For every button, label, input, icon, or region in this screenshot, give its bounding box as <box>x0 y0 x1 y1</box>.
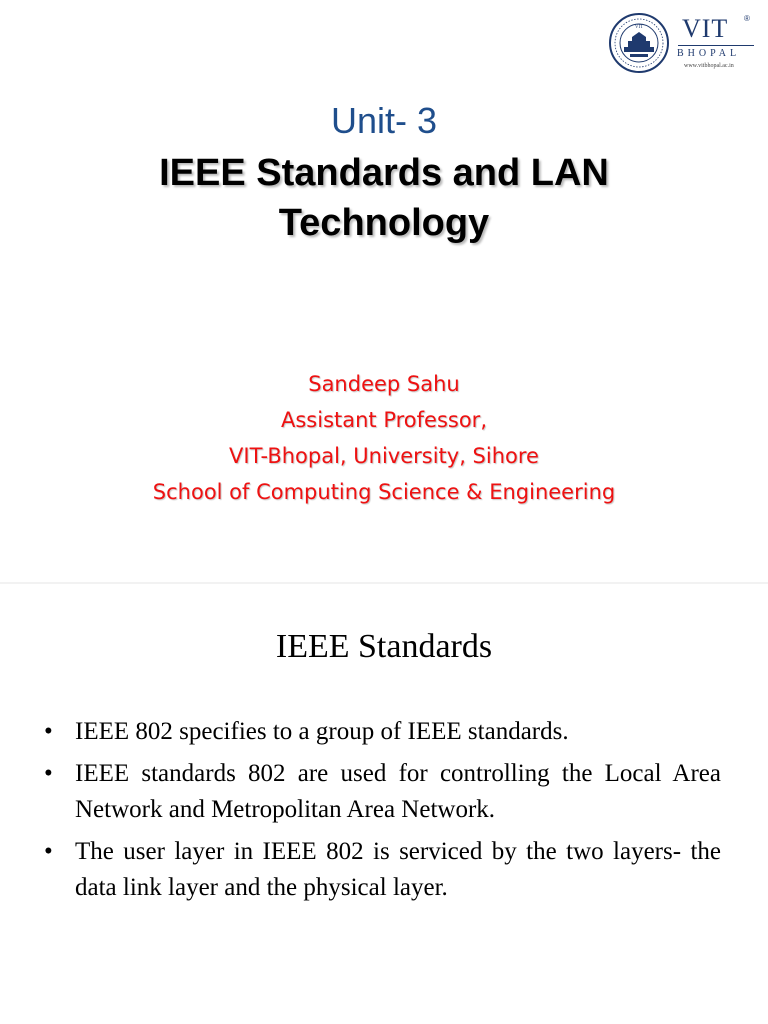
title-line: Technology <box>278 202 490 244</box>
bullet-icon: • <box>44 718 53 745</box>
author-institution: VIT-Bhopal, University, Sihore <box>229 444 539 468</box>
slide-heading: IEEE Standards <box>275 628 493 665</box>
logo-wordmark: VIT <box>682 14 729 43</box>
bullet-text: IEEE 802 specifies to a group of IEEE standards. <box>75 718 569 745</box>
bullet-icon: • <box>44 838 53 865</box>
list-item <box>44 756 721 828</box>
vit-wordmark <box>674 12 758 74</box>
author-position: Assistant Professor, <box>280 408 487 432</box>
vit-bhopal-logo <box>608 12 758 74</box>
bullet-icon: • <box>44 760 53 787</box>
author-school: School of Computing Science & Engineering <box>152 480 616 504</box>
list-item <box>44 834 721 906</box>
unit-label: Unit- 3 <box>330 100 438 141</box>
university-seal-icon <box>608 12 670 74</box>
logo-url: www.vitbhopal.ac.in <box>684 63 734 69</box>
list-item <box>44 714 721 750</box>
bullet-text: IEEE standards 802 are used for controlling the Local Area Network and Metropolitan Area Network. <box>75 760 721 823</box>
content-slide <box>0 584 768 1024</box>
author-name: Sandeep Sahu <box>308 372 460 396</box>
slide-title <box>100 148 668 248</box>
bullet-list <box>44 714 721 912</box>
bullet-text: The user layer in IEEE 802 is serviced by the two layers- the data link layer and the physical layer. <box>75 838 721 901</box>
title-line: IEEE Standards and LAN <box>159 152 609 194</box>
logo-campus: BHOPAL <box>677 48 741 59</box>
seal-text: VIT <box>634 25 644 30</box>
registered-mark: ® <box>744 14 750 23</box>
logo-divider <box>678 45 754 46</box>
author-block <box>0 366 768 510</box>
